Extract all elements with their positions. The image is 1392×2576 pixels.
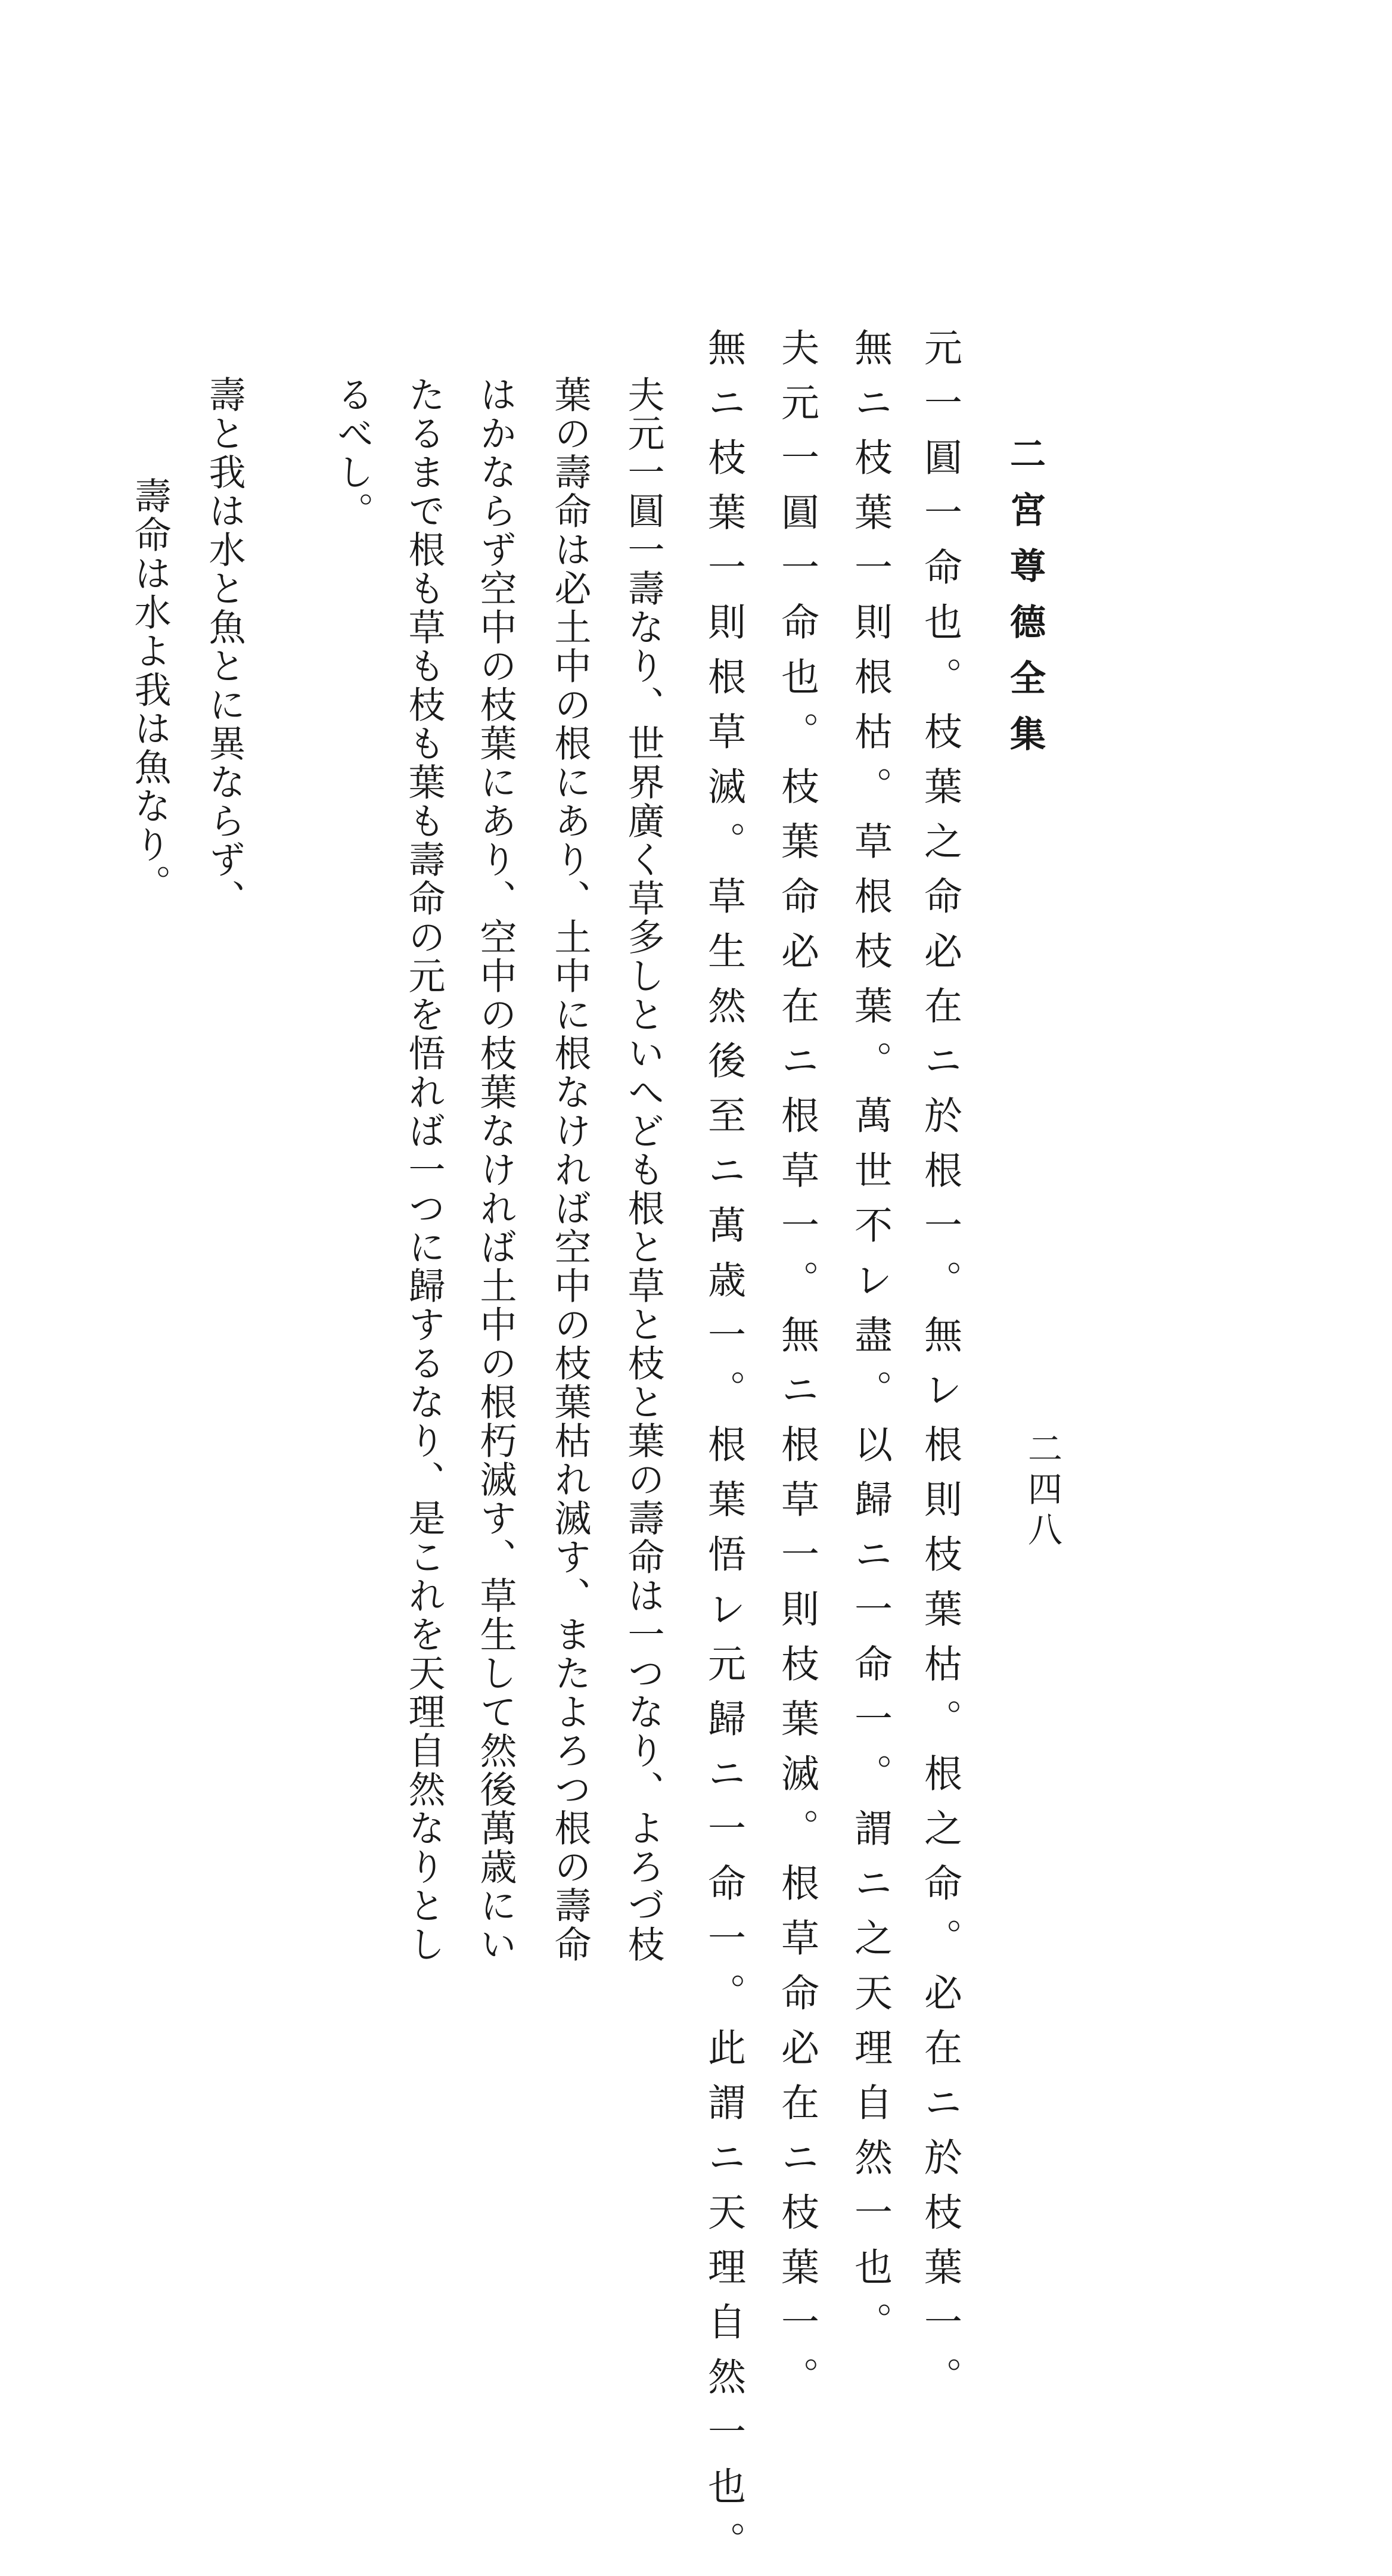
commentary-column-1: 夫元一圓一壽なり、世界廣く草多しといへども根と草と枝と葉の壽命は一つなり、よろづ枝 [622, 375, 665, 1964]
kanbun-column-1: 元一圓一命也。枝葉之命必在ニ於根一。無レ根則枝葉枯。根之命。必在ニ於枝葉一。 [918, 328, 962, 2411]
running-header-title: 二宮尊德全集 [1004, 435, 1046, 771]
commentary-column-3: はかならず空中の枝葉にあり、空中の枝葉なければ土中の根朽滅す、草生して然後萬歳にい [474, 375, 517, 1964]
commentary-column-4: たるまで根も草も枝も葉も壽命の元を悟れば一つに歸するなり、是これを天理自然なりとし [402, 375, 446, 1964]
commentary-column-2: 葉の壽命は必土中の根にあり、土中に根なければ空中の枝葉枯れ滅す、またよろつ根の壽命 [548, 375, 592, 1964]
page-number: 二四八 [1022, 1430, 1062, 1552]
kanbun-column-4: 無ニ枝葉一則根草滅。草生然後至ニ萬歳一。根葉悟レ元歸ニ一命一。此謂ニ天理自然一也。 [701, 328, 745, 2576]
kanbun-column-3: 夫元一圓一命也。枝葉命必在ニ根草一。無ニ根草一則枝葉滅。根草命必在ニ枝葉一。 [775, 328, 819, 2411]
kanbun-column-2: 無ニ枝葉一則根枯。草根枝葉。萬世不レ盡。以歸ニ一命一。謂ニ之天理自然一也。 [848, 328, 892, 2357]
commentary-column-5: るべし。 [331, 375, 374, 530]
poem-line-1: 壽と我は水と魚とに異ならず、 [203, 375, 246, 918]
poem-line-2: 壽命は水よ我は魚なり。 [128, 477, 172, 903]
